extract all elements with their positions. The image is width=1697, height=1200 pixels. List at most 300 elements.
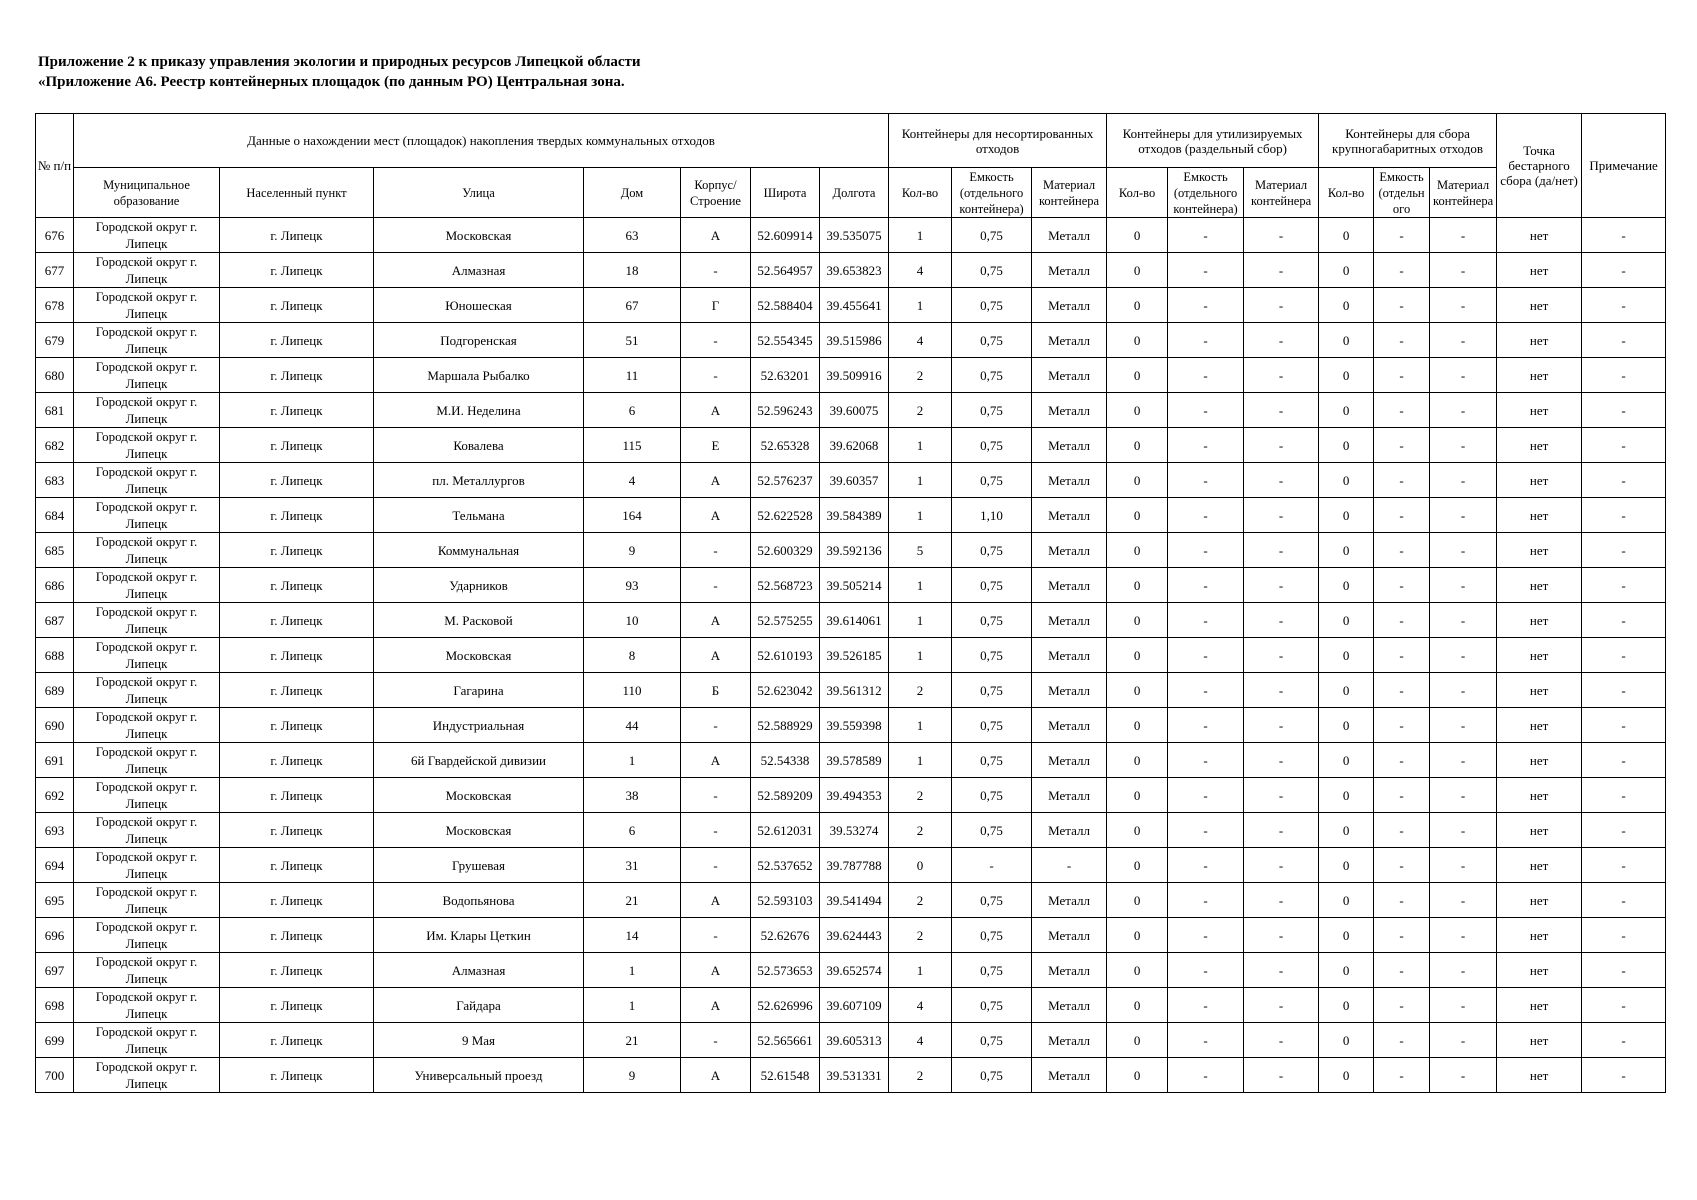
row-number-cell: 685 xyxy=(36,533,74,568)
bulky-count-cell: 0 xyxy=(1319,533,1374,568)
latitude-cell: 52.564957 xyxy=(751,253,820,288)
recyclable-material-cell: - xyxy=(1244,288,1319,323)
note-header: Примечание xyxy=(1582,114,1666,218)
recyclable-count-cell: 0 xyxy=(1107,988,1168,1023)
note-cell: - xyxy=(1582,883,1666,918)
bulky-count-cell: 0 xyxy=(1319,1023,1374,1058)
recyclable-capacity-cell: - xyxy=(1168,953,1244,988)
unsorted-material-cell: Металл xyxy=(1032,883,1107,918)
house-cell: 9 xyxy=(584,533,681,568)
settlement-cell: г. Липецк xyxy=(220,813,374,848)
table-row xyxy=(36,988,1666,1023)
settlement-cell: г. Липецк xyxy=(220,218,374,253)
container-sites-registry-table xyxy=(35,113,1666,1093)
table-row xyxy=(36,708,1666,743)
row-number-cell: 691 xyxy=(36,743,74,778)
unsorted-capacity-cell: - xyxy=(952,848,1032,883)
municipality-cell: Городской округ г. Липецк xyxy=(74,918,220,953)
unsorted-capacity-cell: 0,75 xyxy=(952,393,1032,428)
unsorted-capacity-cell: 0,75 xyxy=(952,603,1032,638)
unsorted-material-cell: Металл xyxy=(1032,533,1107,568)
table-row xyxy=(36,918,1666,953)
house-cell: 31 xyxy=(584,848,681,883)
building-cell: Г xyxy=(681,288,751,323)
unsorted-capacity-cell: 0,75 xyxy=(952,323,1032,358)
bulky-material-cell: - xyxy=(1430,778,1497,813)
bulky-capacity-cell: - xyxy=(1374,918,1430,953)
row-number-cell: 694 xyxy=(36,848,74,883)
recyclable-capacity-cell: - xyxy=(1168,778,1244,813)
house-cell: 63 xyxy=(584,218,681,253)
unsorted-count-cell: 1 xyxy=(889,603,952,638)
recyclable-capacity-cell: - xyxy=(1168,848,1244,883)
row-number-cell: 699 xyxy=(36,1023,74,1058)
latitude-cell: 52.576237 xyxy=(751,463,820,498)
settlement-cell: г. Липецк xyxy=(220,568,374,603)
building-cell: - xyxy=(681,568,751,603)
recyclable-count-cell: 0 xyxy=(1107,428,1168,463)
bulky-capacity-cell: - xyxy=(1374,813,1430,848)
settlement-cell: г. Липецк xyxy=(220,603,374,638)
recyclable-count-cell: 0 xyxy=(1107,393,1168,428)
house-cell: 6 xyxy=(584,393,681,428)
bulky-material-cell: - xyxy=(1430,358,1497,393)
municipality-cell: Городской округ г. Липецк xyxy=(74,988,220,1023)
row-number-cell: 695 xyxy=(36,883,74,918)
longitude-cell: 39.559398 xyxy=(820,708,889,743)
note-cell: - xyxy=(1582,988,1666,1023)
recyclable-count-cell: 0 xyxy=(1107,288,1168,323)
building-cell: Е xyxy=(681,428,751,463)
bulky-material-cell: - xyxy=(1430,848,1497,883)
bulky-count-cell: 0 xyxy=(1319,1058,1374,1093)
bulk-point-cell: нет xyxy=(1497,1058,1582,1093)
document-title xyxy=(38,52,641,92)
bulky-capacity-cell: - xyxy=(1374,218,1430,253)
building-cell: А xyxy=(681,883,751,918)
longitude-cell: 39.541494 xyxy=(820,883,889,918)
recyclable-capacity-cell: - xyxy=(1168,813,1244,848)
bulky-count-cell: 0 xyxy=(1319,778,1374,813)
house-cell: 44 xyxy=(584,708,681,743)
longitude-cell: 39.509916 xyxy=(820,358,889,393)
building-cell: А xyxy=(681,603,751,638)
bulky-count-cell: 0 xyxy=(1319,288,1374,323)
recyclable-material-cell: - xyxy=(1244,918,1319,953)
unsorted-material-cell: Металл xyxy=(1032,218,1107,253)
house-cell: 6 xyxy=(584,813,681,848)
bulky-material-cell: - xyxy=(1430,1058,1497,1093)
unsorted-count-cell: 2 xyxy=(889,358,952,393)
recyclable-material-cell: - xyxy=(1244,603,1319,638)
unsorted-count-cell: 1 xyxy=(889,953,952,988)
bulky-material-cell: - xyxy=(1430,428,1497,463)
note-cell: - xyxy=(1582,1023,1666,1058)
latitude-cell: 52.609914 xyxy=(751,218,820,253)
recyclable-count-cell: 0 xyxy=(1107,323,1168,358)
municipality-cell: Городской округ г. Липецк xyxy=(74,428,220,463)
note-cell: - xyxy=(1582,323,1666,358)
unsorted-count-cell: 0 xyxy=(889,848,952,883)
recyclable-capacity-cell: - xyxy=(1168,988,1244,1023)
bulk-point-cell: нет xyxy=(1497,568,1582,603)
latitude-cell: 52.568723 xyxy=(751,568,820,603)
building-header: Корпус/ Строение xyxy=(681,168,751,218)
house-cell: 1 xyxy=(584,743,681,778)
unsorted-capacity-cell: 0,75 xyxy=(952,883,1032,918)
row-number-cell: 680 xyxy=(36,358,74,393)
unsorted-count-cell: 2 xyxy=(889,883,952,918)
table-row xyxy=(36,1058,1666,1093)
bulky-material-cell: - xyxy=(1430,288,1497,323)
unsorted-capacity-cell: 0,75 xyxy=(952,988,1032,1023)
note-cell: - xyxy=(1582,708,1666,743)
unsorted-count-cell: 2 xyxy=(889,918,952,953)
bulky-material-cell: - xyxy=(1430,1023,1497,1058)
settlement-cell: г. Липецк xyxy=(220,393,374,428)
bulky-count-cell: 0 xyxy=(1319,953,1374,988)
bulky-material-header: Материал контейнера xyxy=(1430,168,1497,218)
building-cell: - xyxy=(681,778,751,813)
unsorted-capacity-cell: 0,75 xyxy=(952,1058,1032,1093)
bulky-capacity-cell: - xyxy=(1374,288,1430,323)
settlement-cell: г. Липецк xyxy=(220,463,374,498)
unsorted-count-cell: 4 xyxy=(889,323,952,358)
table-row xyxy=(36,1023,1666,1058)
bulk-point-cell: нет xyxy=(1497,463,1582,498)
building-cell: Б xyxy=(681,673,751,708)
unsorted-capacity-cell: 0,75 xyxy=(952,708,1032,743)
recyclable-count-cell: 0 xyxy=(1107,533,1168,568)
bulky-material-cell: - xyxy=(1430,813,1497,848)
unsorted-material-cell: Металл xyxy=(1032,393,1107,428)
note-cell: - xyxy=(1582,463,1666,498)
longitude-cell: 39.578589 xyxy=(820,743,889,778)
unsorted-capacity-cell: 0,75 xyxy=(952,463,1032,498)
unsorted-material-cell: Металл xyxy=(1032,778,1107,813)
row-number-cell: 676 xyxy=(36,218,74,253)
recyclable-count-cell: 0 xyxy=(1107,743,1168,778)
row-number-cell: 678 xyxy=(36,288,74,323)
unsorted-material-cell: Металл xyxy=(1032,568,1107,603)
recyclable-material-cell: - xyxy=(1244,323,1319,358)
bulky-material-cell: - xyxy=(1430,393,1497,428)
settlement-cell: г. Липецк xyxy=(220,638,374,673)
bulky-count-cell: 0 xyxy=(1319,218,1374,253)
bulk-point-cell: нет xyxy=(1497,393,1582,428)
bulky-capacity-cell: - xyxy=(1374,463,1430,498)
recyclable-count-cell: 0 xyxy=(1107,253,1168,288)
street-cell: М. Расковой xyxy=(374,603,584,638)
recyclable-count-cell: 0 xyxy=(1107,673,1168,708)
unsorted-material-cell: Металл xyxy=(1032,918,1107,953)
latitude-cell: 52.622528 xyxy=(751,498,820,533)
latitude-cell: 52.610193 xyxy=(751,638,820,673)
house-cell: 93 xyxy=(584,568,681,603)
longitude-cell: 39.561312 xyxy=(820,673,889,708)
municipality-cell: Городской округ г. Липецк xyxy=(74,743,220,778)
longitude-cell: 39.62068 xyxy=(820,428,889,463)
note-cell: - xyxy=(1582,813,1666,848)
bulky-material-cell: - xyxy=(1430,463,1497,498)
unsorted-count-cell: 1 xyxy=(889,463,952,498)
bulky-count-cell: 0 xyxy=(1319,673,1374,708)
building-cell: - xyxy=(681,358,751,393)
street-cell: М.И. Неделина xyxy=(374,393,584,428)
building-cell: - xyxy=(681,918,751,953)
municipality-cell: Городской округ г. Липецк xyxy=(74,813,220,848)
house-cell: 8 xyxy=(584,638,681,673)
street-cell: Гайдара xyxy=(374,988,584,1023)
recyclable-count-cell: 0 xyxy=(1107,638,1168,673)
row-number-cell: 687 xyxy=(36,603,74,638)
recyclable-group-header: Контейнеры для утилизируемых отходов (раздельный сбор) xyxy=(1107,114,1319,168)
table-row xyxy=(36,883,1666,918)
table-row xyxy=(36,498,1666,533)
street-cell: Ковалева xyxy=(374,428,584,463)
municipality-cell: Городской округ г. Липецк xyxy=(74,498,220,533)
bulk-point-cell: нет xyxy=(1497,778,1582,813)
unsorted-material-cell: Металл xyxy=(1032,673,1107,708)
bulky-capacity-cell: - xyxy=(1374,743,1430,778)
building-cell: - xyxy=(681,1023,751,1058)
table-row xyxy=(36,778,1666,813)
settlement-cell: г. Липецк xyxy=(220,428,374,463)
recyclable-material-cell: - xyxy=(1244,708,1319,743)
unsorted-capacity-cell: 0,75 xyxy=(952,1023,1032,1058)
recyclable-capacity-cell: - xyxy=(1168,323,1244,358)
bulk-point-cell: нет xyxy=(1497,918,1582,953)
note-cell: - xyxy=(1582,358,1666,393)
table-row xyxy=(36,288,1666,323)
recyclable-count-cell: 0 xyxy=(1107,848,1168,883)
note-cell: - xyxy=(1582,638,1666,673)
unsorted-count-cell: 1 xyxy=(889,428,952,463)
bulky-count-cell: 0 xyxy=(1319,498,1374,533)
house-cell: 1 xyxy=(584,988,681,1023)
note-cell: - xyxy=(1582,918,1666,953)
recyclable-capacity-cell: - xyxy=(1168,253,1244,288)
street-cell: пл. Металлургов xyxy=(374,463,584,498)
table-row xyxy=(36,848,1666,883)
recyclable-material-cell: - xyxy=(1244,393,1319,428)
settlement-cell: г. Липецк xyxy=(220,533,374,568)
house-cell: 1 xyxy=(584,953,681,988)
location-group-header: Данные о нахождении мест (площадок) накопления твердых коммунальных отходов xyxy=(74,114,889,168)
recyclable-material-cell: - xyxy=(1244,813,1319,848)
street-cell: Им. Клары Цеткин xyxy=(374,918,584,953)
bulky-count-cell: 0 xyxy=(1319,323,1374,358)
bulk-point-cell: нет xyxy=(1497,673,1582,708)
building-cell: А xyxy=(681,498,751,533)
bulky-material-cell: - xyxy=(1430,953,1497,988)
unsorted-material-cell: Металл xyxy=(1032,428,1107,463)
bulky-material-cell: - xyxy=(1430,323,1497,358)
row-number-cell: 700 xyxy=(36,1058,74,1093)
table-row xyxy=(36,568,1666,603)
latitude-cell: 52.537652 xyxy=(751,848,820,883)
latitude-cell: 52.626996 xyxy=(751,988,820,1023)
bulk-point-cell: нет xyxy=(1497,498,1582,533)
latitude-cell: 52.63201 xyxy=(751,358,820,393)
table-row xyxy=(36,253,1666,288)
unsorted-group-header: Контейнеры для несортированных отходов xyxy=(889,114,1107,168)
recyclable-count-cell: 0 xyxy=(1107,358,1168,393)
row-number-cell: 683 xyxy=(36,463,74,498)
municipality-cell: Городской округ г. Липецк xyxy=(74,778,220,813)
bulky-capacity-header: Емкость (отдельн ого xyxy=(1374,168,1430,218)
unsorted-count-cell: 1 xyxy=(889,638,952,673)
street-cell: Алмазная xyxy=(374,953,584,988)
unsorted-material-cell: Металл xyxy=(1032,1058,1107,1093)
recyclable-count-cell: 0 xyxy=(1107,603,1168,638)
unsorted-capacity-cell: 0,75 xyxy=(952,743,1032,778)
longitude-cell: 39.652574 xyxy=(820,953,889,988)
unsorted-count-cell: 4 xyxy=(889,1023,952,1058)
house-cell: 4 xyxy=(584,463,681,498)
recyclable-count-header: Кол-во xyxy=(1107,168,1168,218)
settlement-cell: г. Липецк xyxy=(220,778,374,813)
municipality-cell: Городской округ г. Липецк xyxy=(74,848,220,883)
bulky-capacity-cell: - xyxy=(1374,358,1430,393)
latitude-cell: 52.54338 xyxy=(751,743,820,778)
settlement-cell: г. Липецк xyxy=(220,673,374,708)
bulk-point-cell: нет xyxy=(1497,813,1582,848)
title-line-2: «Приложение А6. Реестр контейнерных площадок (по данным РО) Центральная зона. xyxy=(38,74,625,90)
municipality-cell: Городской округ г. Липецк xyxy=(74,638,220,673)
note-cell: - xyxy=(1582,778,1666,813)
house-cell: 38 xyxy=(584,778,681,813)
bulky-count-cell: 0 xyxy=(1319,393,1374,428)
note-cell: - xyxy=(1582,428,1666,463)
note-cell: - xyxy=(1582,393,1666,428)
longitude-cell: 39.787788 xyxy=(820,848,889,883)
recyclable-capacity-cell: - xyxy=(1168,218,1244,253)
recyclable-material-cell: - xyxy=(1244,533,1319,568)
house-cell: 164 xyxy=(584,498,681,533)
bulky-capacity-cell: - xyxy=(1374,778,1430,813)
note-cell: - xyxy=(1582,568,1666,603)
settlement-cell: г. Липецк xyxy=(220,1058,374,1093)
building-cell: А xyxy=(681,953,751,988)
bulky-capacity-cell: - xyxy=(1374,428,1430,463)
bulky-group-header: Контейнеры для сбора крупногабаритных отходов xyxy=(1319,114,1497,168)
unsorted-material-header: Материал контейнера xyxy=(1032,168,1107,218)
unsorted-capacity-cell: 0,75 xyxy=(952,918,1032,953)
bulky-material-cell: - xyxy=(1430,533,1497,568)
table-row xyxy=(36,323,1666,358)
latitude-cell: 52.588929 xyxy=(751,708,820,743)
recyclable-capacity-cell: - xyxy=(1168,428,1244,463)
bulky-material-cell: - xyxy=(1430,603,1497,638)
municipality-cell: Городской округ г. Липецк xyxy=(74,393,220,428)
unsorted-capacity-cell: 0,75 xyxy=(952,813,1032,848)
bulky-capacity-cell: - xyxy=(1374,323,1430,358)
building-cell: А xyxy=(681,743,751,778)
bulky-count-cell: 0 xyxy=(1319,568,1374,603)
municipality-cell: Городской округ г. Липецк xyxy=(74,673,220,708)
bulky-material-cell: - xyxy=(1430,218,1497,253)
longitude-header: Долгота xyxy=(820,168,889,218)
latitude-cell: 52.593103 xyxy=(751,883,820,918)
building-cell: - xyxy=(681,848,751,883)
bulky-count-cell: 0 xyxy=(1319,638,1374,673)
bulky-capacity-cell: - xyxy=(1374,673,1430,708)
unsorted-count-cell: 1 xyxy=(889,708,952,743)
unsorted-count-cell: 1 xyxy=(889,218,952,253)
recyclable-count-cell: 0 xyxy=(1107,778,1168,813)
recyclable-material-cell: - xyxy=(1244,638,1319,673)
unsorted-count-cell: 4 xyxy=(889,253,952,288)
building-cell: - xyxy=(681,253,751,288)
table-row xyxy=(36,603,1666,638)
unsorted-count-cell: 1 xyxy=(889,288,952,323)
latitude-cell: 52.589209 xyxy=(751,778,820,813)
longitude-cell: 39.455641 xyxy=(820,288,889,323)
unsorted-material-cell: - xyxy=(1032,848,1107,883)
bulk-point-cell: нет xyxy=(1497,743,1582,778)
recyclable-capacity-cell: - xyxy=(1168,638,1244,673)
bulk-point-cell: нет xyxy=(1497,428,1582,463)
unsorted-count-cell: 2 xyxy=(889,1058,952,1093)
bulky-capacity-cell: - xyxy=(1374,988,1430,1023)
bulky-capacity-cell: - xyxy=(1374,1058,1430,1093)
house-cell: 115 xyxy=(584,428,681,463)
bulky-count-cell: 0 xyxy=(1319,708,1374,743)
row-number-cell: 686 xyxy=(36,568,74,603)
note-cell: - xyxy=(1582,253,1666,288)
building-cell: А xyxy=(681,463,751,498)
recyclable-count-cell: 0 xyxy=(1107,813,1168,848)
bulky-capacity-cell: - xyxy=(1374,953,1430,988)
unsorted-material-cell: Металл xyxy=(1032,708,1107,743)
building-cell: - xyxy=(681,708,751,743)
longitude-cell: 39.60075 xyxy=(820,393,889,428)
note-cell: - xyxy=(1582,953,1666,988)
bulky-capacity-cell: - xyxy=(1374,393,1430,428)
bulky-count-cell: 0 xyxy=(1319,358,1374,393)
recyclable-capacity-header: Емкость (отдельного контейнера) xyxy=(1168,168,1244,218)
street-cell: Московская xyxy=(374,778,584,813)
row-number-cell: 684 xyxy=(36,498,74,533)
longitude-cell: 39.531331 xyxy=(820,1058,889,1093)
street-cell: Алмазная xyxy=(374,253,584,288)
unsorted-material-cell: Металл xyxy=(1032,603,1107,638)
longitude-cell: 39.614061 xyxy=(820,603,889,638)
recyclable-material-cell: - xyxy=(1244,358,1319,393)
row-number-cell: 698 xyxy=(36,988,74,1023)
table-row xyxy=(36,638,1666,673)
note-cell: - xyxy=(1582,1058,1666,1093)
unsorted-count-cell: 2 xyxy=(889,673,952,708)
settlement-cell: г. Липецк xyxy=(220,918,374,953)
recyclable-capacity-cell: - xyxy=(1168,533,1244,568)
longitude-cell: 39.624443 xyxy=(820,918,889,953)
bulky-material-cell: - xyxy=(1430,638,1497,673)
row-number-cell: 690 xyxy=(36,708,74,743)
bulky-material-cell: - xyxy=(1430,253,1497,288)
unsorted-material-cell: Металл xyxy=(1032,463,1107,498)
row-number-cell: 693 xyxy=(36,813,74,848)
bulky-count-cell: 0 xyxy=(1319,848,1374,883)
table-row xyxy=(36,358,1666,393)
recyclable-material-cell: - xyxy=(1244,568,1319,603)
street-cell: 6й Гвардейской дивизии xyxy=(374,743,584,778)
unsorted-count-cell: 2 xyxy=(889,778,952,813)
street-header: Улица xyxy=(374,168,584,218)
bulky-count-cell: 0 xyxy=(1319,883,1374,918)
unsorted-capacity-cell: 0,75 xyxy=(952,778,1032,813)
